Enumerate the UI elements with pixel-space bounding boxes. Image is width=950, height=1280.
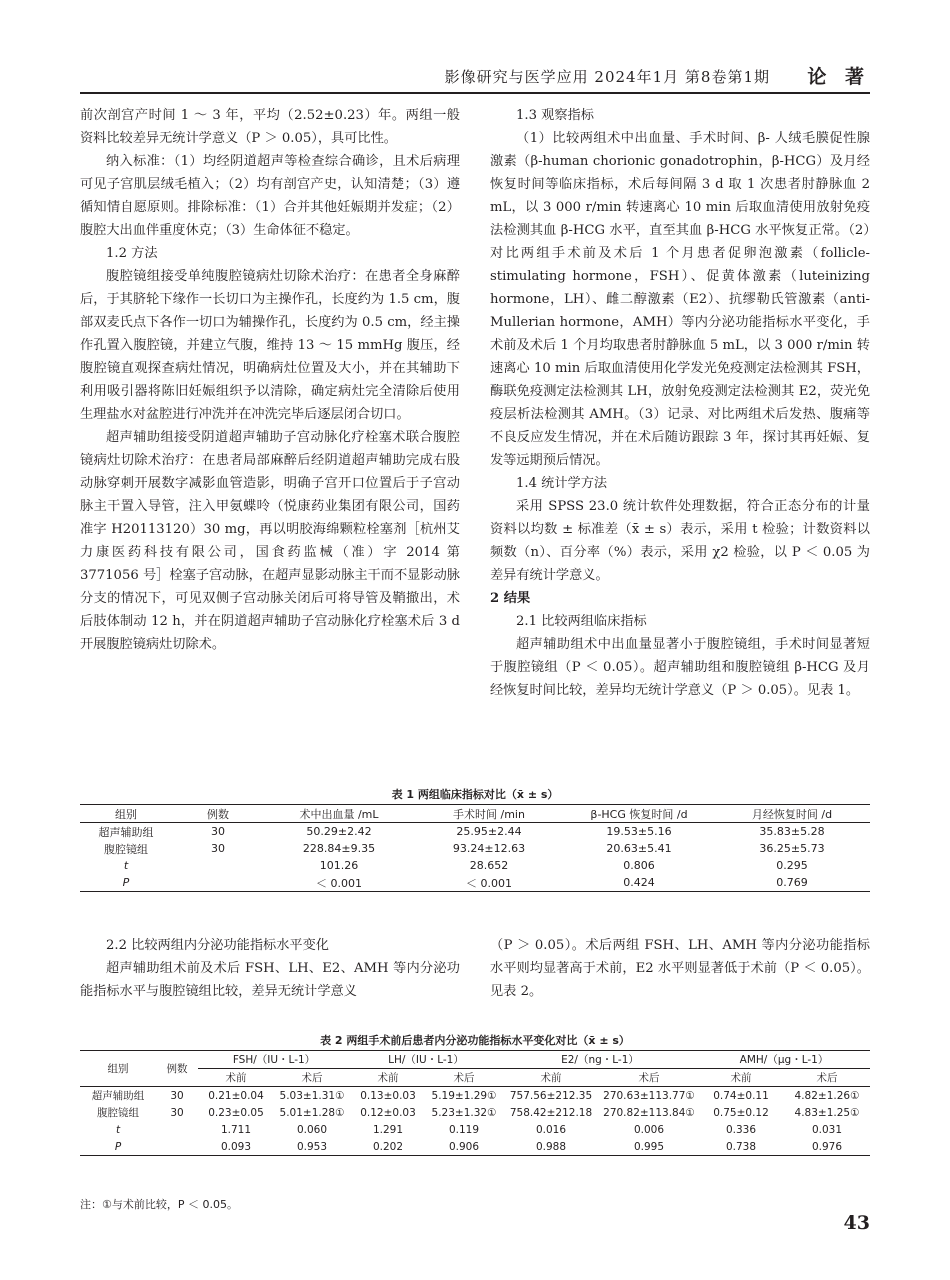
- table-header: 手术时间 /min: [453, 807, 525, 821]
- table-cell: 0.988: [535, 1140, 567, 1153]
- table-cell: 0.74±0.11: [713, 1089, 769, 1102]
- table-header: 术后: [453, 1072, 475, 1084]
- table-header: 术前: [225, 1072, 247, 1084]
- table-cell: 0.016: [535, 1123, 567, 1136]
- table-cell: [156, 1138, 198, 1156]
- table-cell: 5.01±1.28①: [279, 1106, 345, 1119]
- table-cell: 0.060: [296, 1123, 328, 1136]
- table-cell: 0.006: [633, 1123, 665, 1136]
- paragraph: 超声辅助组术中出血量显著小于腹腔镜组，手术时间显著短于腹腔镜组（P ＜ 0.05）。超声辅助组和腹腔镜组 β-HCG 及月经恢复时间比较，差异均无统计学意义（P ＞ 0.05）。见表 1。: [490, 637, 870, 698]
- journal-info: 影像研究与医学应用 2024年1月 第8卷第1期: [444, 68, 770, 86]
- section-heading: 1.2 方法: [106, 246, 158, 261]
- table-cell: 0.21±0.04: [208, 1089, 264, 1102]
- table1-caption: 表 1 两组临床指标对比（x̄ ± s）: [391, 788, 559, 801]
- table-cell: 0.23±0.05: [208, 1106, 264, 1119]
- paragraph: 采用 SPSS 23.0 统计软件处理数据，符合正态分布的计量资料以均数 ± 标准差（x̄ ± s）表示，采用 t 检验；计数资料以频数（n）、百分率（%）表示，采用 χ2 检验，以 P ＜ 0.05 为差异有统计学意义。: [490, 499, 870, 583]
- table-cell: 0.202: [372, 1140, 404, 1153]
- table-row: [80, 1121, 870, 1138]
- table-cell: 4.82±1.26①: [794, 1089, 860, 1102]
- table-row: [80, 1104, 870, 1121]
- section-heading: 2 结果: [490, 591, 531, 606]
- table-cell: [172, 857, 264, 874]
- table-cell: 1.711: [220, 1123, 252, 1136]
- table-header: E2/（ng・L-1）: [502, 1051, 698, 1069]
- table-cell: 5.23±1.32①: [431, 1106, 497, 1119]
- table-row: [80, 1138, 870, 1156]
- table-cell: ＜ 0.001: [316, 876, 362, 890]
- table-cell: 228.84±9.35: [302, 842, 376, 855]
- mid-left-column: [80, 934, 460, 1003]
- table-cell: 5.03±1.31①: [279, 1089, 345, 1102]
- table-cell: 101.26: [319, 859, 359, 872]
- table-cell: 35.83±5.28: [759, 825, 825, 838]
- table-header: 术前: [377, 1072, 399, 1084]
- table-sub-header-row: [80, 1069, 870, 1087]
- table-cell: t: [123, 859, 129, 872]
- table-cell: P: [122, 876, 130, 889]
- table-header: 组别: [80, 1051, 156, 1087]
- table-header: β-HCG 恢复时间 /d: [590, 807, 688, 821]
- table-cell: 36.25±5.73: [759, 842, 825, 855]
- table-row: [80, 1087, 870, 1105]
- table-cell: 超声辅助组: [98, 825, 154, 839]
- table-header: 术前: [730, 1072, 752, 1084]
- table-header-row: [80, 805, 870, 823]
- table-cell: 30: [170, 1106, 184, 1119]
- table-header: FSH/（IU・L-1）: [198, 1051, 350, 1069]
- table-cell: 0.093: [220, 1140, 252, 1153]
- table-cell: 30: [170, 1089, 184, 1102]
- table-header: 例数: [207, 807, 229, 821]
- table-cell: [172, 874, 264, 892]
- table-header: 术后: [816, 1072, 838, 1084]
- header-rule: [80, 92, 870, 94]
- table-row: [80, 823, 870, 841]
- table-note: 注：①与术前比较，P ＜ 0.05。: [80, 1198, 238, 1211]
- table-cell: 270.63±113.77①: [603, 1089, 695, 1102]
- table-cell: 0.12±0.03: [360, 1106, 416, 1119]
- table-cell: 0.336: [725, 1123, 757, 1136]
- table-cell: 0.738: [725, 1140, 757, 1153]
- section-heading: 2.1 比较两组临床指标: [516, 614, 647, 629]
- section-heading: 1.3 观察指标: [516, 108, 594, 123]
- table-cell: 93.24±12.63: [452, 842, 526, 855]
- paragraph: 腹腔镜组接受单纯腹腔镜病灶切除术治疗：在患者全身麻醉后，于其脐轮下缘作一长切口为主操作孔，长度约为 1.5 cm，腹部双麦氏点下各作一切口为辅操作孔，长度约为 0.5 cm，经主操作孔置入腹腔镜，并建立气腹，维持 13 ～ 15 mmHg 腹压，经腹腔镜直观探查病灶情况，明确病灶位置及大小，并在其辅助下利用吸引器将陈旧妊娠组织予以清除，确定病灶完全清除后使用生理盐水对盆腔进行冲洗并在冲洗完毕后逐层闭合切口。: [80, 269, 460, 422]
- running-header: [80, 62, 870, 92]
- table-header: 术中出血量 /mL: [299, 807, 379, 821]
- table-cell: 758.42±212.18: [509, 1106, 593, 1119]
- table-cell: 腹腔镜组: [104, 842, 148, 856]
- table-header: 术后: [638, 1072, 660, 1084]
- table-group-header-row: [80, 1051, 870, 1069]
- table-header: 术后: [301, 1072, 323, 1084]
- table-cell: [156, 1121, 198, 1138]
- table-cell: 腹腔镜组: [97, 1107, 139, 1119]
- table-cell: 1.291: [372, 1123, 404, 1136]
- table-cell: 0.769: [776, 876, 808, 889]
- table-cell: 4.83±1.25①: [794, 1106, 860, 1119]
- table-cell: 0.976: [811, 1140, 843, 1153]
- table2-caption: 表 2 两组手术前后患者内分泌功能指标水平变化对比（x̄ ± s）: [320, 1034, 630, 1047]
- table-cell: 28.652: [469, 859, 509, 872]
- paragraph: 纳入标准：（1）均经阴道超声等检查综合确诊，且术后病理可见子宫肌层绒毛植入；（2）均有剖宫产史，认知清楚；（3）遵循知情自愿原则。排除标准：（1）合并其他妊娠期并发症；（2）腹腔大出血伴重度休克；（3）生命体征不稳定。: [80, 154, 460, 238]
- table-cell: 19.53±5.16: [606, 825, 672, 838]
- paragraph: 超声辅助组接受阴道超声辅助子宫动脉化疗栓塞术联合腹腔镜病灶切除术治疗：在患者局部麻醉后经阴道超声辅助完成右股动脉穿刺开展数字减影血管造影，明确子宫开口位置后于子宫动脉主干置入导管，注入甲氨蝶呤（悦康药业集团有限公司，国药准字 H20113120）30 mg，再以明胶海绵颗粒栓塞剂［杭州艾力康医药科技有限公司，国食药监械（准）字 2014 第 3771056 号］栓塞子宫动脉，在超声显影动脉主干而不显影动脉分支的情况下，可见双侧子宫动脉关闭后可将导管及鞘撤出，术后肢体制动 12 h，并在阴道超声辅助子宫动脉化疗栓塞术后 3 d 开展腹腔镜病灶切除术。: [80, 430, 460, 652]
- section-label: 论 著: [807, 66, 870, 88]
- table-cell: 0.424: [623, 876, 655, 889]
- table-header: 组别: [115, 807, 137, 821]
- table-cell: 5.19±1.29①: [431, 1089, 497, 1102]
- table-cell: 25.95±2.44: [456, 825, 522, 838]
- page-number: 43: [843, 1212, 870, 1234]
- table2: [80, 1050, 870, 1156]
- table-cell: 50.29±2.42: [306, 825, 372, 838]
- table-cell: ＜ 0.001: [466, 876, 512, 890]
- table-cell: 0.806: [623, 859, 655, 872]
- table-cell: 0.906: [448, 1140, 480, 1153]
- table-header: 月经恢复时间 /d: [751, 807, 833, 821]
- left-column: [80, 104, 460, 656]
- paragraph: （P ＞ 0.05）。术后两组 FSH、LH、AMH 等内分泌功能指标水平则均显著高于术前，E2 水平则显著低于术前（P ＜ 0.05）。见表 2。: [490, 938, 870, 999]
- table-cell: 0.75±0.12: [713, 1106, 769, 1119]
- table-cell: 0.13±0.03: [360, 1089, 416, 1102]
- table-row: [80, 874, 870, 892]
- table1: [80, 804, 870, 892]
- table-cell: P: [114, 1140, 122, 1153]
- paragraph: （1）比较两组术中出血量、手术时间、β- 人绒毛膜促性腺激素（β-human chorionic gonadotrophin，β-HCG）及月经恢复时间等临床指标，术后每间隔 3 d 取 1 次患者肘静脉血 2 mL，以 3 000 r/min 转速离心 10 min 后取血清使用放射免疫法检测其血 β-HCG 水平，直至其血 β-HCG 水平恢复正常。（2）对比两组手术前及术后 1 个月患者促卵泡激素（follicle-stimulating hormone，FSH）、促黄体激素（luteinizing hormone，LH）、雌二醇激素（E2）、抗缪勒氏管激素（anti-Mullerian hormone，AMH）等内分泌功能指标水平变化，手术前及术后 1 个月均取患者肘静脉血 5 mL，以 3 000 r/min 转速离心 10 min 后取血清使用化学发光免疫测定法检测其 FSH，酶联免疫测定法检测其 LH，放射免疫测定法检测其 E2，荧光免疫层析法检测其 AMH。（3）记录、对比两组术后发热、腹痛等不良反应发生情况，并在术后随访跟踪 3 年，探讨其再妊娠、复发等远期预后情况。: [490, 131, 870, 468]
- table-cell: 20.63±5.41: [606, 842, 672, 855]
- table-header: 术前: [540, 1072, 562, 1084]
- table-cell: 0.295: [776, 859, 808, 872]
- mid-right-column: [490, 934, 870, 1003]
- table-cell: t: [115, 1123, 121, 1136]
- table-cell: 270.82±113.84①: [603, 1106, 695, 1119]
- table-header: AMH/（μg・L-1）: [698, 1051, 870, 1069]
- table-row: [80, 840, 870, 857]
- right-column: [490, 104, 870, 702]
- table-cell: 0.031: [811, 1123, 843, 1136]
- section-heading: 1.4 统计学方法: [516, 476, 608, 491]
- table-cell: 超声辅助组: [91, 1090, 145, 1102]
- table-header: LH/（IU・L-1）: [350, 1051, 502, 1069]
- table-header: 例数: [156, 1051, 198, 1087]
- table-cell: 30: [211, 842, 225, 855]
- table-cell: 0.995: [633, 1140, 665, 1153]
- paragraph: 前次剖宫产时间 1 ～ 3 年，平均（2.52±0.23）年。两组一般资料比较差异无统计学意义（P ＞ 0.05），具可比性。: [80, 108, 460, 146]
- table-cell: 30: [211, 825, 225, 838]
- table-cell: 757.56±212.35: [509, 1089, 593, 1102]
- table-cell: 0.119: [448, 1123, 480, 1136]
- table-row: [80, 857, 870, 874]
- paragraph: 超声辅助组术前及术后 FSH、LH、E2、AMH 等内分泌功能指标水平与腹腔镜组比较，差异无统计学意义: [80, 961, 460, 999]
- table-cell: 0.953: [296, 1140, 328, 1153]
- section-heading: 2.2 比较两组内分泌功能指标水平变化: [106, 938, 329, 953]
